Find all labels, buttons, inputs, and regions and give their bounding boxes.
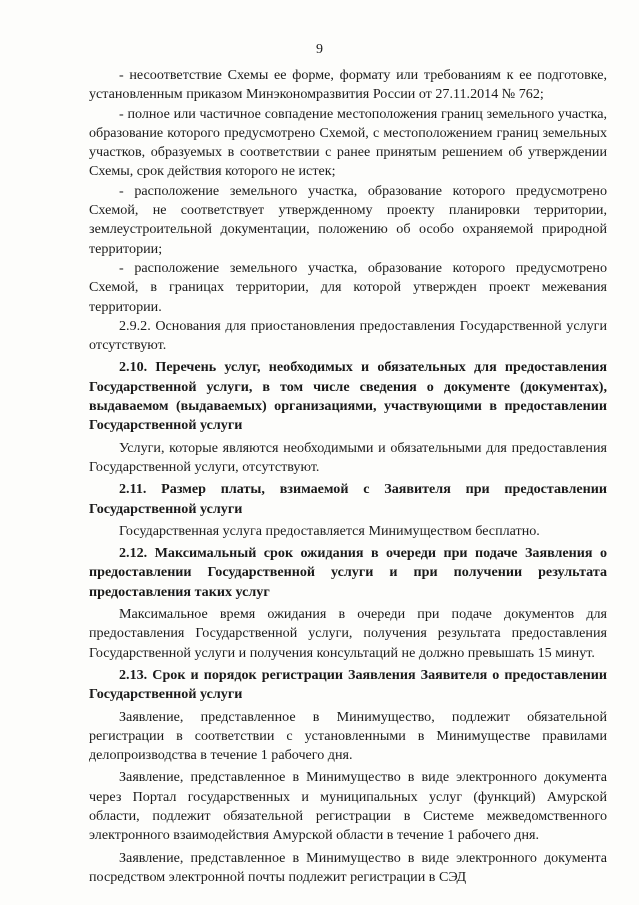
paragraph: - несоответствие Схемы ее форме, формату или требованиям к ее подготовке, установленным приказом Минэкономразвития России от 27.11.2014 № 762;	[89, 67, 607, 103]
paragraph: 2.9.2. Основания для приостановления предоставления Государственной услуги отсутствуют.	[89, 317, 607, 354]
section-heading: 2.13. Срок и порядок регистрации Заявления Заявителя о предоставлении Государственной услуги	[89, 666, 607, 703]
section-heading: 2.12. Максимальный срок ожидания в очереди при подаче Заявления о предоставлении Государственной услуги и при получении результата предоставления таких услуг	[89, 545, 607, 600]
paragraph: Государственная услуга предоставляется Минимуществом бесплатно.	[119, 522, 540, 539]
page-number: 9	[316, 42, 323, 57]
paragraph: - расположение земельного участка, образование которого предусмотрено Схемой, не соответствует утвержденному проекту планировки территории, землеустроительной документации, положению об особо охраняемой природной территории;	[89, 182, 607, 257]
paragraph: - полное или частичное совпадение местоположения границ земельного участка, образование которого предусмотрено Схемой, с местоположением границ земельных участков, образуемых в соответствии с ранее принятым решением об утверждении Схемы, срок действия которого не истек;	[89, 105, 607, 180]
paragraph: Максимальное время ожидания в очереди при подаче документов для предоставления Государственной услуги, получения результата предоставления Государственной услуги и получения консультаций не должно превышать 15 минут.	[89, 606, 607, 661]
page-body	[89, 66, 607, 887]
paragraph: Заявление, представленное в Минимущество, подлежит обязательной регистрации в соответствии с установленными в Минимуществе правилами делопроизводства в течение 1 рабочего дня.	[89, 708, 607, 764]
section-heading: 2.10. Перечень услуг, необходимых и обязательных для предоставления Государственной услуги, в том числе сведения о документе (документах), выдаваемом (выдаваемых) организациями, участвующими в предоставлении Государственной услуги	[89, 359, 607, 434]
paragraph: Услуги, которые являются необходимыми и обязательными для предоставления Государственной услуги, отсутствуют.	[89, 439, 607, 475]
paragraph: - расположение земельного участка, образование которого предусмотрено Схемой, в границах территории, для которой утвержден проект межевания территории.	[89, 259, 607, 315]
paragraph: Заявление, представленное в Минимущество в виде электронного документа через Портал государственных и муниципальных услуг (функций) Амурской области, подлежит обязательной регистрации в Системе межведомственного электронного взаимодействия Амурской области в течение 1 рабочего дня.	[89, 769, 607, 844]
paragraph: Заявление, представленное в Минимущество в виде электронного документа посредством электронной почты подлежит регистрации в СЭД	[89, 849, 607, 885]
section-heading: 2.11. Размер платы, взимаемой с Заявителя при предоставлении Государственной услуги	[89, 481, 607, 517]
